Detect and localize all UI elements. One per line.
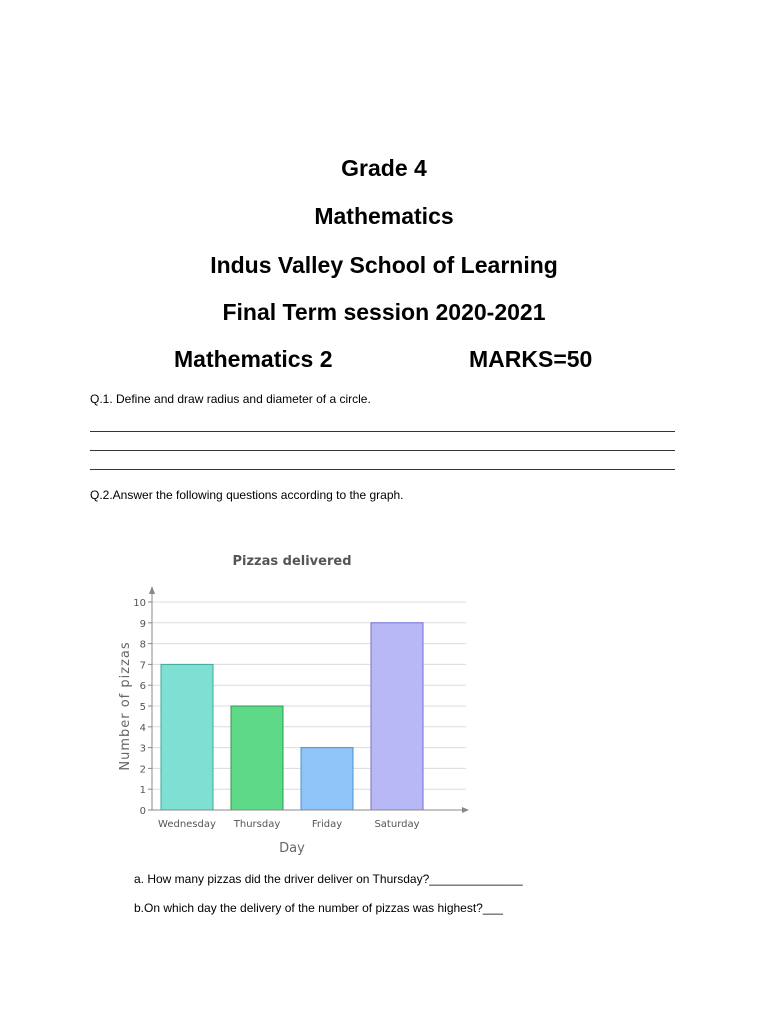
x-tick-label: Friday [311,819,343,830]
x-tick-label: Wednesday [158,819,216,830]
bar-saturday [371,623,423,810]
y-axis-label: Number of pizzas [118,641,133,771]
bars [161,623,423,810]
bar-thursday [231,706,283,810]
question-2a: a. How many pizzas did the driver deliver on Thursday?______________ [134,872,523,886]
y-tick-label: 6 [139,681,146,693]
school-heading: Indus Valley School of Learning [210,252,558,278]
question-1: Q.1. Define and draw radius and diameter of a circle. [90,392,371,406]
session-heading: Final Term session 2020-2021 [222,299,546,325]
y-tick-label: 3 [139,743,146,755]
y-tick-label: 4 [139,722,146,734]
subject-heading: Mathematics [314,203,454,229]
bar-wednesday [161,664,213,810]
y-axis-arrow-icon [149,586,155,594]
y-tick-label: 1 [139,785,146,797]
pizza-bar-chart [100,540,480,860]
paper-marks-line [0,346,768,376]
x-tick-label: Saturday [374,819,420,830]
answer-line-1[interactable] [90,431,675,432]
y-axis-ticks [133,598,152,817]
y-tick-label: 2 [139,764,146,776]
bar-friday [301,748,353,810]
question-2: Q.2.Answer the following questions according to the graph. [90,488,404,502]
y-tick-label: 5 [139,702,146,713]
x-axis-label: Day [279,841,305,856]
chart-title: Pizzas delivered [232,554,352,569]
answer-line-3[interactable] [90,469,675,470]
x-axis-ticks [158,819,420,830]
paper-title: Mathematics 2 [174,346,333,372]
y-tick-label: 0 [139,806,146,817]
grade-heading: Grade 4 [341,155,427,181]
question-2b: b.On which day the delivery of the number of pizzas was highest?___ [134,901,503,915]
x-tick-label: Thursday [233,819,281,830]
y-tick-label: 9 [139,618,146,630]
y-tick-label: 10 [133,598,146,609]
answer-line-2[interactable] [90,450,675,451]
marks-label: MARKS=50 [469,346,593,372]
y-tick-label: 7 [139,660,146,672]
x-axis-arrow-icon [462,807,469,813]
y-tick-label: 8 [139,639,146,651]
